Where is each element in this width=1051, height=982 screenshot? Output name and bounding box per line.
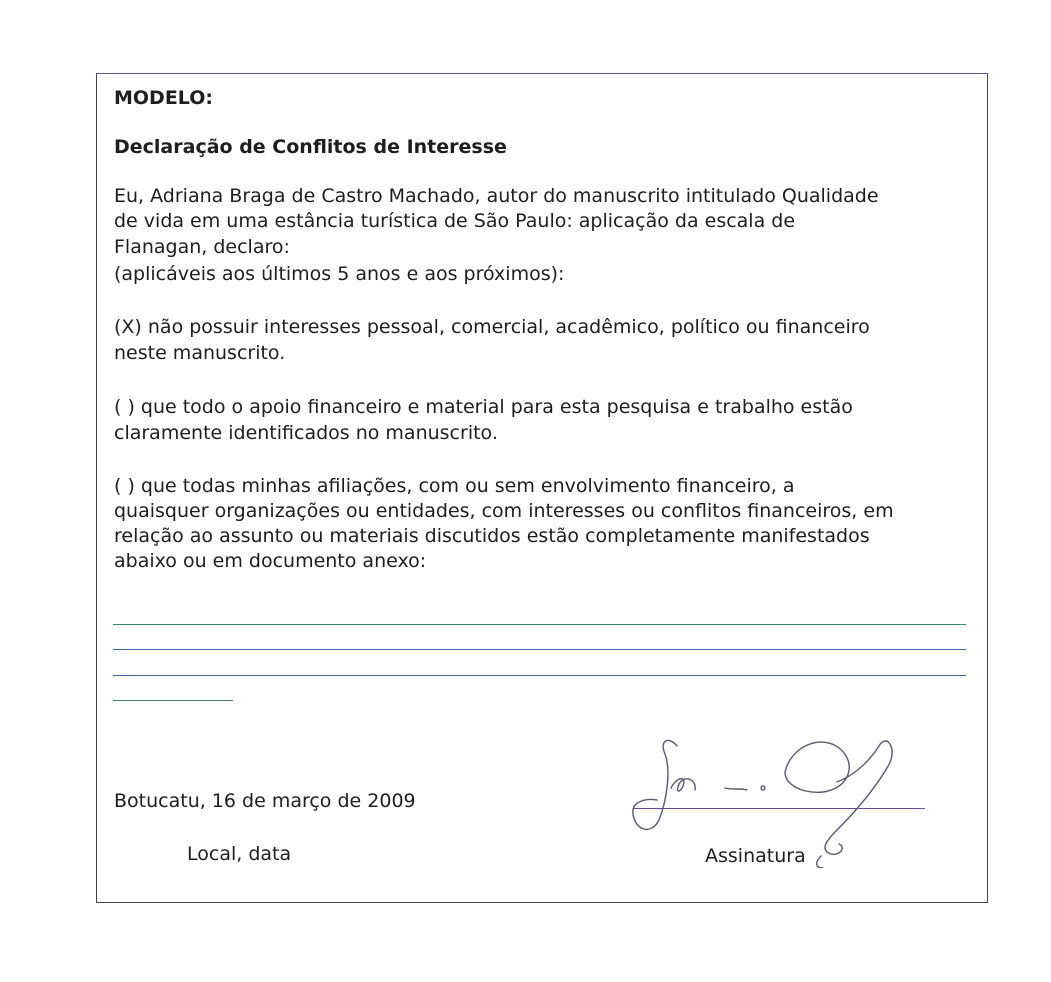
signature-label: Assinatura — [705, 845, 806, 867]
blank-line — [113, 624, 966, 625]
option-affiliations: abaixo ou em documento anexo: — [114, 550, 427, 572]
option-no-conflict: neste manuscrito. — [114, 342, 286, 364]
option-affiliations: ( ) que todas minhas afiliações, com ou sem envolvimento financeiro, a — [114, 475, 795, 497]
option-no-conflict: (X) não possuir interesses pessoal, comercial, acadêmico, político ou financeiro — [114, 316, 870, 338]
option-affiliations: relação ao assunto ou materiais discutidos estão completamente manifestados — [114, 525, 870, 547]
model-label: MODELO: — [114, 87, 213, 109]
place-date: Botucatu, 16 de março de 2009 — [114, 790, 416, 812]
intro-line: Eu, Adriana Braga de Castro Machado, autor do manuscrito intitulado Qualidade — [114, 185, 879, 207]
blank-line — [113, 675, 966, 676]
option-funding: ( ) que todo o apoio financeiro e material para esta pesquisa e trabalho estão — [114, 396, 853, 418]
blank-line — [113, 700, 233, 701]
blank-line — [113, 649, 966, 650]
form-title: Declaração de Conflitos de Interesse — [114, 136, 507, 158]
intro-line: (aplicáveis aos últimos 5 anos e aos próximos): — [114, 263, 565, 285]
handwritten-signature — [625, 728, 905, 868]
option-funding: claramente identificados no manuscrito. — [114, 422, 498, 444]
place-date-label: Local, data — [187, 843, 292, 865]
option-affiliations: quaisquer organizações ou entidades, com interesses ou conflitos financeiros, em — [114, 500, 894, 522]
intro-line: Flanagan, declaro: — [114, 236, 290, 258]
intro-line: de vida em uma estância turística de São Paulo: aplicação da escala de — [114, 210, 796, 232]
